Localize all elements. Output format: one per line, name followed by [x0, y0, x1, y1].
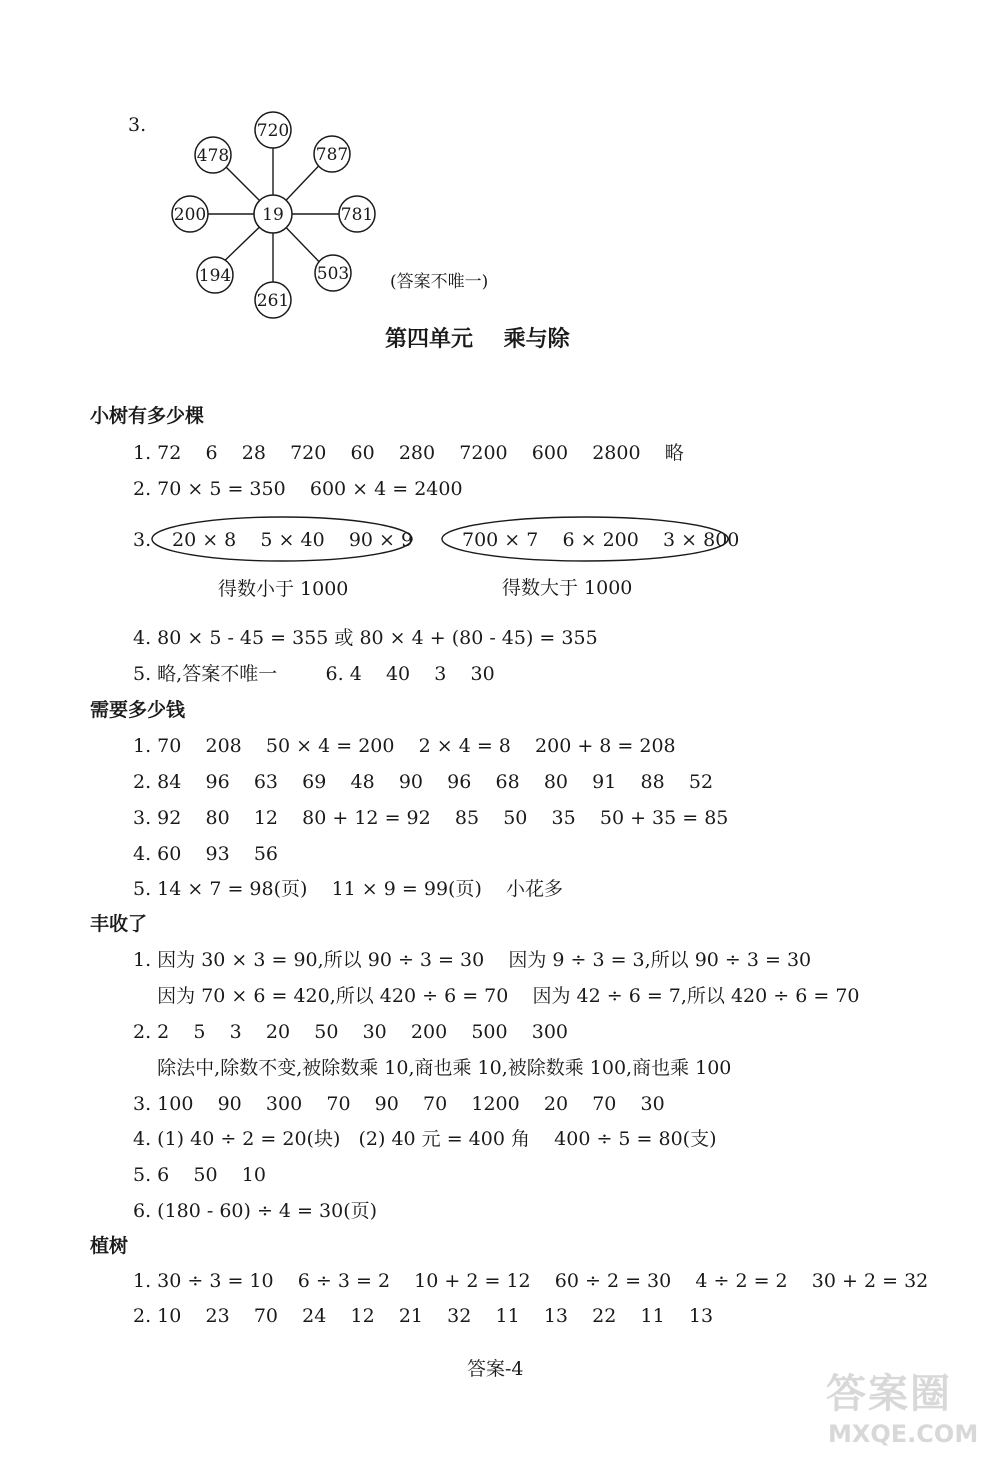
question-number: 3. [133, 529, 152, 551]
node-value: 503 [316, 264, 350, 284]
node-value: 194 [198, 266, 232, 286]
answer-line: 1. 30 ÷ 3 = 10 6 ÷ 3 = 2 10 + 2 = 12 60 ÷ 2 = 30 4 ÷ 2 = 2 30 + 2 = 32 [133, 1270, 929, 1292]
answer-line: 2. 70 × 5 = 350 600 × 4 = 2400 [133, 478, 463, 500]
page-footer: 答案-4 [467, 1358, 524, 1380]
answer-line: 2. 2 5 3 20 50 30 200 500 300 [133, 1021, 569, 1043]
answer-line: 1. 70 208 50 × 4 = 200 2 × 4 = 8 200 + 8 = 208 [133, 735, 676, 757]
unit-title: 第四单元 乘与除 [385, 327, 570, 352]
answer-line: 3. 92 80 12 80 + 12 = 92 85 50 35 50 + 35 = 85 [133, 807, 729, 829]
node-value: 478 [196, 146, 230, 166]
answer-line: 除法中,除数不变,被除数乘 10,商也乘 10,被除数乘 100,商也乘 100 [133, 1057, 732, 1079]
node-value: 200 [173, 205, 207, 225]
section-heading: 需要多少钱 [90, 699, 186, 721]
answer-line: 5. 14 × 7 = 98(页) 11 × 9 = 99(页) 小花多 [133, 878, 564, 900]
answer-line: 2. 84 96 63 69 48 90 96 68 80 91 88 52 [133, 771, 714, 793]
answer-line: 6. (180 - 60) ÷ 4 = 30(页) [133, 1200, 378, 1222]
node-value: 720 [256, 121, 290, 141]
answer-line: 4. 60 93 56 [133, 843, 279, 865]
answer-line: 5. 略,答案不唯一 6. 4 40 3 30 [133, 663, 495, 685]
answer-line: 1. 72 6 28 720 60 280 7200 600 2800 略 [133, 442, 684, 464]
watermark-url: MXQE.COM [828, 1420, 979, 1448]
section-heading: 小树有多少棵 [90, 405, 205, 427]
group-caption: 得数大于 1000 [502, 577, 633, 599]
watermark-logo: 答案圈 [826, 1371, 952, 1417]
answer-line: 4. (1) 40 ÷ 2 = 20(块) (2) 40 元 = 400 角 400 ÷ 5 = 80(支) [133, 1128, 717, 1150]
answer-line: 2. 10 23 70 24 12 21 32 11 13 22 11 13 [133, 1305, 714, 1327]
answer-line: 3. 100 90 300 70 90 70 1200 20 70 30 [133, 1093, 665, 1115]
group-caption: 得数小于 1000 [218, 578, 349, 600]
section-heading: 植树 [90, 1235, 129, 1257]
question-number: 3. [128, 114, 147, 136]
node-value: 261 [256, 291, 290, 311]
section-heading: 丰收了 [90, 913, 148, 935]
center-value: 19 [262, 205, 284, 225]
answer-line: 4. 80 × 5 - 45 = 355 或 80 × 4 + (80 - 45) = 355 [133, 627, 598, 649]
group-small-expressions: 20 × 8 5 × 40 90 × 9 [172, 529, 414, 551]
node-value: 787 [315, 145, 349, 165]
spoke-diagram [160, 105, 400, 330]
answer-line: 1. 因为 30 × 3 = 90,所以 90 ÷ 3 = 30 因为 9 ÷ 3 = 3,所以 90 ÷ 3 = 30 [133, 949, 812, 971]
node-value: 781 [340, 205, 374, 225]
answer-line: 因为 70 × 6 = 420,所以 420 ÷ 6 = 70 因为 42 ÷ 6 = 7,所以 420 ÷ 6 = 70 [133, 985, 860, 1007]
diagram-note: (答案不唯一) [390, 272, 489, 292]
answer-line: 5. 6 50 10 [133, 1164, 266, 1186]
group-large-expressions: 700 × 7 6 × 200 3 × 800 [462, 529, 740, 551]
